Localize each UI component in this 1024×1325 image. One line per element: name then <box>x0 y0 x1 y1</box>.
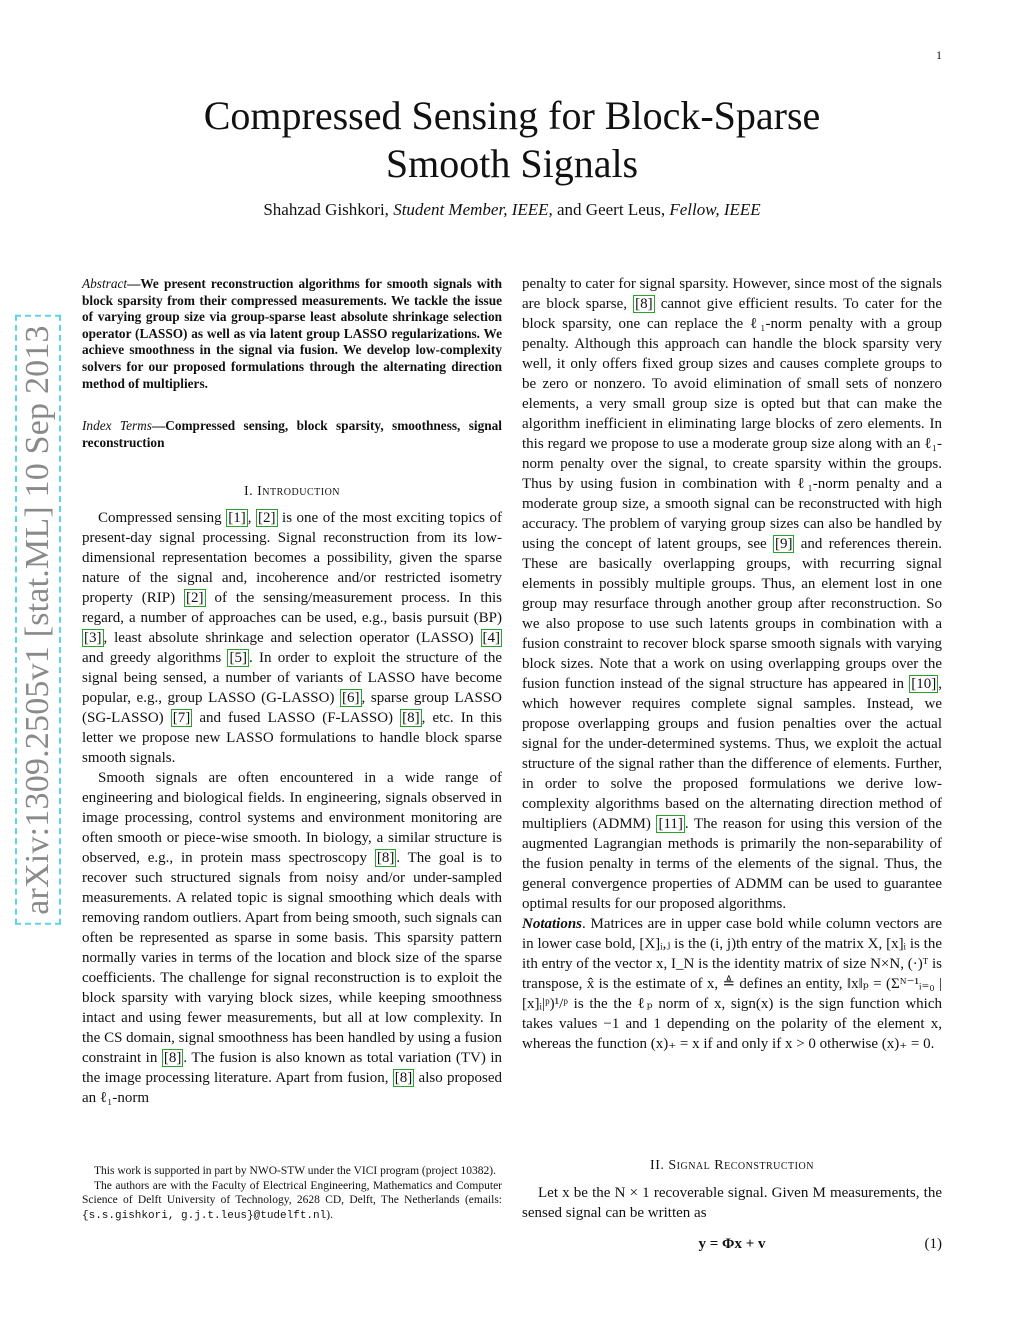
citation-link[interactable]: [10] <box>911 676 937 692</box>
citation-link[interactable]: [8] <box>402 710 420 726</box>
citation-link[interactable]: [1] <box>228 510 246 526</box>
notations-paragraph <box>522 914 942 1054</box>
page-number: 1 <box>936 48 942 62</box>
author-2: and Geert Leus, <box>557 200 666 219</box>
citation-link[interactable]: [2] <box>186 590 204 606</box>
section-numeral: I. <box>243 484 258 499</box>
citation-link[interactable]: [2] <box>258 510 276 526</box>
title-line-2: Smooth Signals <box>385 141 639 186</box>
citation-link[interactable]: [8] <box>376 850 395 866</box>
index-terms-text: —Compressed sensing, block sparsity, smoothness, signal reconstruction <box>82 418 502 450</box>
index-terms-label: Index Terms <box>82 418 152 433</box>
equation-number: (1) <box>924 1236 942 1252</box>
citation-link[interactable]: [4] <box>482 630 500 646</box>
author-emails[interactable]: {s.s.gishkori, g.j.t.leus}@tudelft.nl <box>82 1209 327 1222</box>
equation-body: y = Φx + v <box>698 1236 766 1252</box>
notations-label: Notations <box>522 916 583 932</box>
right-paragraph-1: penalty to cater for signal sparsity. However, since most of the signals are block sparse, [8] cannot give efficient results. To cater for the block sparsity, one can replace the ℓ₁-norm penalty with a group penalty. Although this approach can handle the block sparsity very well, it only offers fixed group sizes and causes complete groups to be zero or nonzero. To avoid elimination of small sets of nonzero elements, a very small group size is opted but that can make the algorithm inefficient in eliminating large blocks of zero elements. In this regard we propose to use a moderate group size along with an ℓ₁-norm penalty over the signal, to create sparsity within the groups. Thus by using fusion in combination with ℓ₁-norm penalty and a moderate group size, a smooth signal can be reconstructed with high accuracy. The problem of varying group sizes can also be handled by using the concept of latent groups, see [9] and references therein. These are basically overlapping groups, with recurring signal elements in possibly multiple groups. Thus, an element lost in one group may resurface through another group after reconstruction. So we also propose to use such latents groups in combination with a fusion constraint to recover block sparse smooth signals with varying block sizes. Note that a work on using overlapping groups over the fusion function instead of the signal structure has appeared in [10] , which however requires complete signal samples. Instead, we propose overlapping groups and fusion penalties over the actual signal for the under-determined systems. Thus, we exploit the actual structure of the signal rather than the difference of elements. Further, in order to solve the proposed formulations we derive low-complexity algorithms based on the alternating direction method of multipliers (ADMM) [11] . The reason for using this version of the augmented Lagrangian methods is primarily the non-separability of the fusion penalty in terms of the elements of the signal. Thus, the general convergence properties of ADMM can be used to guarantee optimal results for our proposed algorithms. <box>522 276 943 912</box>
citation-link[interactable]: [3] <box>84 630 102 646</box>
notations-text: . Matrices are in upper case bold while column vectors are in lower case bold, [X]ᵢ,ⱼ is the (i, j)th entry of the matrix X, [x]ᵢ is the ith entry of the vector x, I_N is the identity matrix of size N×N, (·)ᵀ is transpose, x̂ is the estimate of x, ≜ defines an entity, ‖x‖ₚ = (Σᴺ⁻¹ᵢ₌₀ |[x]ᵢ|ᵖ)¹/ᵖ is the the ℓₚ norm of x, sign(x) is the sign function which takes values −1 and 1 depending on the polarity of the element x, whereas the function (x)₊ = x if and only if x > 0 otherwise (x)₊ = 0. <box>522 916 942 1052</box>
citation-link[interactable]: [7] <box>172 710 191 726</box>
title-line-1: Compressed Sensing for Block-Sparse <box>203 93 821 138</box>
citation-link[interactable]: [11] <box>658 816 683 832</box>
arxiv-sidebar <box>12 320 64 920</box>
section-numeral: II. <box>650 1158 669 1173</box>
author-1-role: Student Member, IEEE, <box>393 200 553 219</box>
citation-link[interactable]: [5] <box>229 650 247 666</box>
citation-link[interactable]: [9] <box>774 536 793 552</box>
section-title: Introduction <box>257 484 341 499</box>
citation-link[interactable]: [8] <box>163 1050 182 1066</box>
intro-paragraph-2: Smooth signals are often encountered in a wide range of engineering and biological fields. In engineering, signals observed in image processing, control systems and environment monitoring are often smooth or piece-wise smooth. In biology, a similar structure is observed, e.g., in protein mass spectroscopy [8] . The goal is to recover such structured signals from noisy and/or under-sampled measurements. A related topic is signal smoothing which deals with removing random outliers. Apart from being smooth, such signals can often be represented as sparse in some basis. This sparsity pattern normally varies in terms of the location and block size of the sparse coefficients. The challenge for signal reconstruction is to exploit the block sparsity with varying block sizes, while keeping smoothness intact and using fewer measurements, but all at low complexity. In the CS domain, signal smoothness has been handled by using a fusion constraint in [8] . The fusion is also known as total variation (TV) in the image processing literature. Apart from fusion, [8] also proposed an ℓ₁-norm <box>82 770 503 1106</box>
section-heading-signal-reconstruction <box>522 1158 942 1174</box>
section-heading-introduction <box>82 484 502 500</box>
right-column-body <box>522 274 942 1054</box>
signal-reconstruction-body <box>522 1183 942 1223</box>
citation-link[interactable]: [8] <box>394 1070 413 1086</box>
abstract <box>82 276 502 392</box>
citation-link[interactable]: [8] <box>635 296 653 312</box>
footnote-affiliation: The authors are with the Faculty of Electrical Engineering, Mathematics and Computer Science of Delft University of Technology, 2628 CD, Delft, The Netherlands (emails: {s.s.gishkori, g.j.t.leus}@tudelft.nl). <box>82 1179 502 1222</box>
author-1: Shahzad Gishkori, <box>263 200 389 219</box>
footnotes <box>82 1164 502 1223</box>
signal-paragraph-1: Let x be the N × 1 recoverable signal. Given M measurements, the sensed signal can be written as <box>522 1185 942 1221</box>
arxiv-stamp[interactable]: arXiv:1309.2505v1 [stat.ML] 10 Sep 2013 <box>15 315 61 925</box>
index-terms <box>82 418 502 451</box>
intro-paragraph-1: Compressed sensing [1] , [2] is one of the most exciting topics of present-day signal processing. Signal reconstruction from its low-dimensional representation becomes a possibility, given the sparse nature of the signal and, incoherence and/or restricted isometry property (RIP) [2] of the sensing/measurement process. In this regard, a number of approaches can be used, e.g., basis pursuit (BP) [3] , least absolute shrinkage and selection operator (LASSO) [4] and greedy algorithms [5] . In order to exploit the structure of the signal being sensed, a number of variants of LASSO have become popular, e.g., group LASSO (G-LASSO) [6] , sparse group LASSO (SG-LASSO) [7] and fused LASSO (F-LASSO) [8] , etc. In this letter we propose new LASSO formulations to handle block sparse smooth signals. <box>82 510 503 766</box>
section-title: Signal Reconstruction <box>668 1158 814 1173</box>
introduction-body <box>82 508 502 1108</box>
abstract-label: Abstract <box>82 276 128 291</box>
citation-link[interactable]: [6] <box>342 690 360 706</box>
paper-title <box>0 92 1024 188</box>
abstract-text: —We present reconstruction algorithms for smooth signals with block sparsity from their compressed measurements. We tackle the issue of varying group size via group-sparse least absolute shrinkage selection operator (LASSO) as well as via latent group LASSO regularizations. We achieve smoothness in the signal via fusion. We develop low-complexity solvers for our proposed formulations through the alternating direction method of multipliers. <box>82 276 502 391</box>
author-line <box>0 200 1024 220</box>
author-2-role: Fellow, IEEE <box>669 200 761 219</box>
footnote-funding: This work is supported in part by NWO-STW under the VICI program (project 10382). <box>94 1165 496 1177</box>
